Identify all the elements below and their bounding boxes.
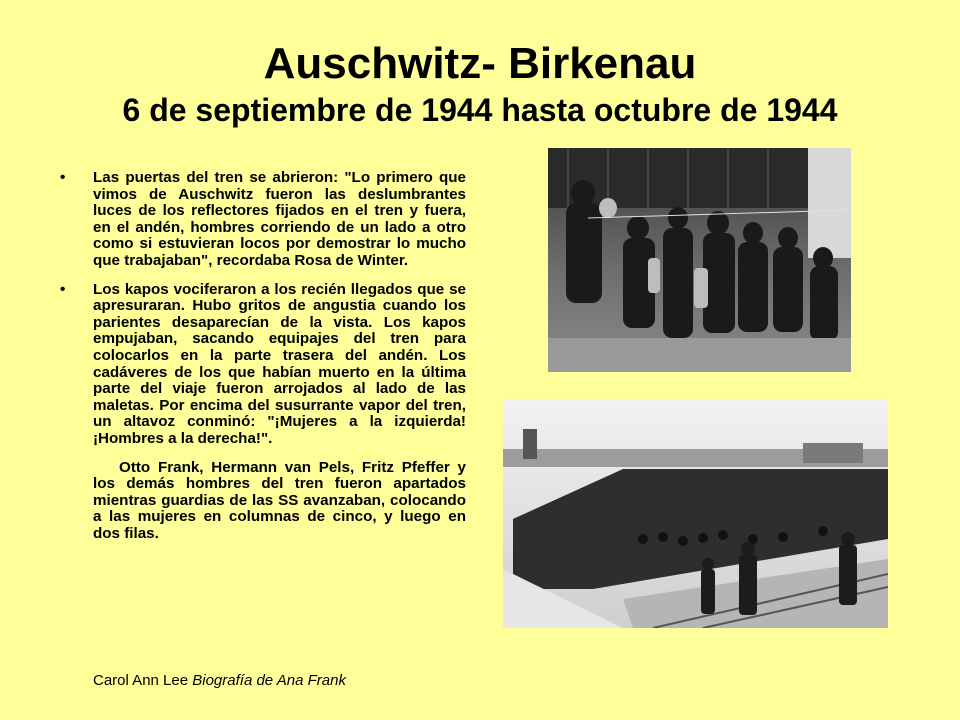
photo-ramp-selection: [503, 399, 888, 628]
photo-train-arrival: [548, 148, 851, 372]
body-text: [60, 170, 466, 542]
bullet-dot: •: [60, 169, 66, 186]
credit-author: Carol Ann Lee: [93, 672, 189, 689]
slide-title: [0, 38, 960, 130]
bullet-item-2: [60, 282, 466, 448]
bullet-text-2: Los kapos vociferaron a los recién llegados que se apresuraran. Hubo gritos de angustia cuando los parientes desaparecían de la vista. Los kapos empujaban, sacando equipajes del tren para colocarlos en la parte trasera del andén. Los cadáveres de los que habían muerto en la última parte del viaje fueron arrojados al lado de las maletas. Por encima del susurrante vapor del tren, un altavoz conminó: "¡Mujeres a la izquierda! ¡Hombres a la derecha!".: [93, 280, 466, 447]
title-main: Auschwitz- Birkenau: [263, 39, 697, 88]
bullet-text-1: Las puertas del tren se abrieron: "Lo primero que vimos de Auschwitz fueron las deslumbrantes luces de los reflectores fijados en el tren y fuera, en el andén, hombres corriendo de un lado a otro como si estuvieran locos por demostrar lo mucho que trabajaban", recordaba Rosa de Winter.: [93, 169, 466, 269]
credit-work: Biografía de Ana Frank: [192, 672, 346, 689]
source-credit: [93, 672, 346, 689]
title-subtitle: 6 de septiembre de 1944 hasta octubre de 1944: [122, 92, 838, 128]
continuation-paragraph: Otto Frank, Hermann van Pels, Fritz Pfeffer y los demás hombres del tren fueron apartados mientras guardias de las SS avanzaban, colocando a las mujeres en columnas de cinco, y luego en dos filas.: [93, 458, 466, 542]
bullet-dot: •: [60, 280, 66, 298]
bullet-item-1: [60, 170, 466, 270]
